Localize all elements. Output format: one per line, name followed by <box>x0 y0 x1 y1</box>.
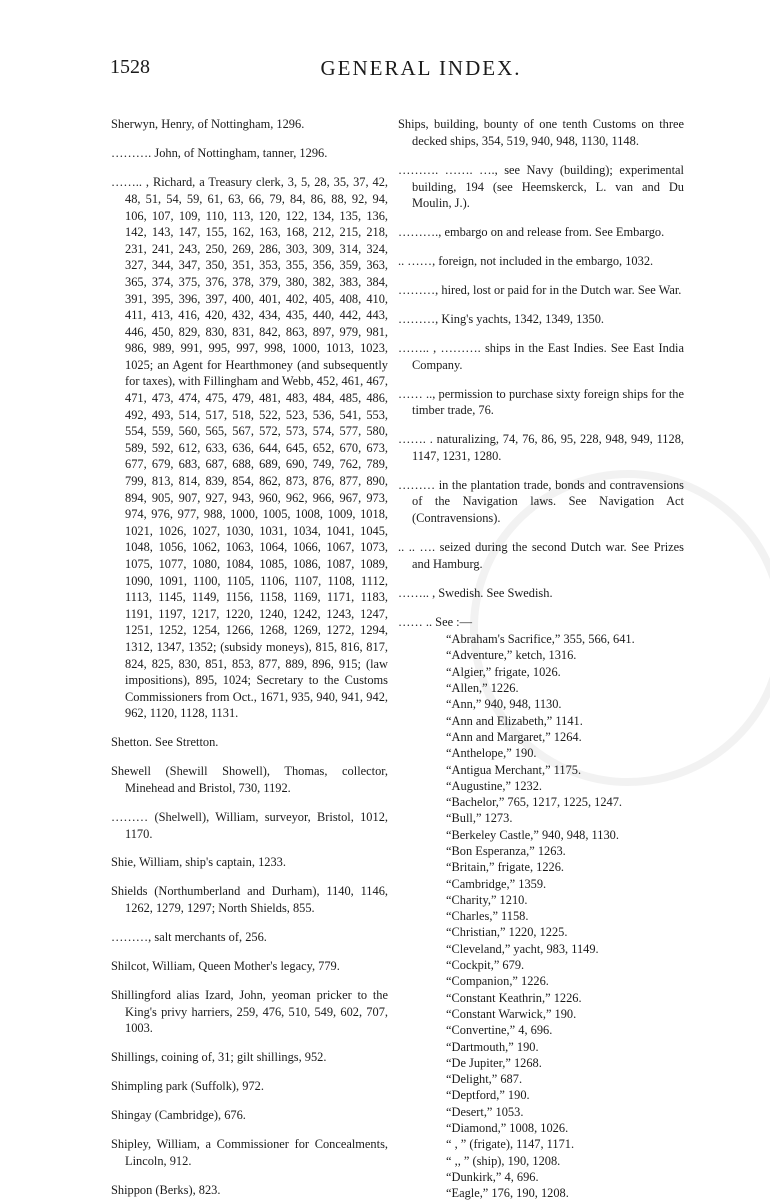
ship-entry: “Abraham's Sacrifice,” 355, 566, 641. <box>446 632 635 647</box>
right-column <box>398 104 684 1202</box>
ship-entry: “ , ” (frigate), 1147, 1171. <box>446 1137 575 1152</box>
ship-entry: “De Jupiter,” 1268. <box>446 1055 542 1070</box>
index-entry: ……. . naturalizing, 74, 76, 86, 95, 228, 948, 949, 1128, 1147, 1231, 1280. <box>398 432 684 463</box>
index-entry: Sherwyn, Henry, of Nottingham, 1296. <box>111 117 305 132</box>
ship-entry: “Eagle,” 176, 190, 1208. <box>446 1186 569 1201</box>
index-entry: ………. John, of Nottingham, tanner, 1296. <box>111 146 328 161</box>
index-entry: ……… in the plantation trade, bonds and contravensions of the Navigation laws. See Navigation Act (Contravensions). <box>398 477 684 525</box>
ship-entry: “Ann and Margaret,” 1264. <box>446 729 582 744</box>
ship-entry: “Bon Esperanza,” 1263. <box>446 844 566 858</box>
index-entry: …… .., permission to purchase sixty foreign ships for the timber trade, 76. <box>398 386 684 418</box>
ship-entry: “Desert,” 1053. <box>446 1104 524 1119</box>
ship-entry: “ ,, ” (ship), 190, 1208. <box>446 1153 561 1168</box>
index-entry: Shipley, William, a Commissioner for Concealments, Lincoln, 912. <box>111 1137 388 1168</box>
ship-entry: “Constant Warwick,” 190. <box>446 1006 577 1021</box>
index-entry: …….. , Richard, a Treasury clerk, 3, 5, 28, 35, 37, 42, 48, 51, 54, 59, 61, 63, 66, 79, 84, 86, 88, 92, 94, 106, 107, 109, 110, 113, 120, 122, 134, 135, 136, 142, 143, 147, 155, 162, 163, 168, 212, 215, 218, 231, 241, 243, 250, 269, 286, 303, 309, 314, 324, 327, 344, 347, 350, 351, 353, 355, 356, 359, 363, 365, 374, 375, 376, 378, 379, 380, 382, 383, 384, 391, 395, 396, 397, 400, 401, 402, 405, 408, 410, 411, 413, 416, 420, 432, 434, 435, 440, 442, 443, 446, 450, 829, 830, 831, 842, 863, 897, 979, 981, 986, 989, 991, 995, 997, 998, 1000, 1013, 1023, 1025; an Agent for Hearthmoney (and subsequently for taxes), with Fillingham and Webb, 452, 461, 467, 471, 473, 474, 475, 479, 481, 483, 484, 485, 486, 492, 493, 514, 517, 518, 522, 523, 536, 541, 553, 554, 559, 560, 565, 567, 572, 573, 574, 577, 580, 589, 592, 612, 633, 636, 644, 645, 652, 670, 673, 677, 679, 683, 687, 688, 689, 690, 749, 762, 789, 799, 813, 814, 839, 854, 862, 873, 876, 877, 890, 894, 905, 907, 927, 943, 960, 962, 966, 967, 973, 974, 976, 977, 988, 1000, 1005, 1008, 1009, 1018, 1021, 1026, 1027, 1030, 1031, 1034, 1041, 1045, 1048, 1056, 1062, 1063, 1064, 1066, 1067, 1073, 1075, 1077, 1080, 1084, 1085, 1086, 1087, 1089, 1090, 1091, 1100, 1105, 1106, 1107, 1108, 1112, 1113, 1145, 1149, 1156, 1158, 1169, 1171, 1183, 1191, 1197, 1217, 1220, 1240, 1242, 1243, 1247, 1251, 1252, 1254, 1266, 1268, 1269, 1272, 1294, 1312, 1347, 1352; (subsidy moneys), 815, 816, 817, 824, 825, 830, 851, 853, 877, 889, 896, 915; (law impositions), 895, 1024; Secretary to the Customs Commissioners from Oct., 1671, 935, 940, 941, 942, 962, 1120, 1128, 1131. <box>111 175 388 721</box>
ship-entry: “Antigua Merchant,” 1175. <box>446 762 582 777</box>
index-entry: Shingay (Cambridge), 676. <box>111 1108 246 1123</box>
ship-entry: “Allen,” 1226. <box>446 681 519 696</box>
ship-entry: “Bull,” 1273. <box>446 811 513 826</box>
ship-entry: “Adventure,” ketch, 1316. <box>446 648 577 663</box>
page-number: 1528 <box>110 56 150 78</box>
index-entry: …… .. See :— <box>398 614 472 629</box>
ship-entry: “Deptford,” 190. <box>446 1088 530 1103</box>
index-entry: Shippon (Berks), 823. <box>111 1182 221 1197</box>
index-entry: …….. , ………. ships in the East Indies. See East India Company. <box>398 341 684 372</box>
index-entry: ………, salt merchants of, 256. <box>111 930 267 945</box>
index-entry: Shie, William, ship's captain, 1233. <box>111 855 286 870</box>
index-entry: Shillings, coining of, 31; gilt shillings, 952. <box>111 1050 327 1065</box>
index-entry: Shilcot, William, Queen Mother's legacy, 779. <box>111 959 340 974</box>
index-entry: ………, hired, lost or paid for in the Dutch war. See War. <box>398 283 682 298</box>
ship-entry: “Anthelope,” 190. <box>446 746 537 761</box>
ship-entry: “Convertine,” 4, 696. <box>446 1023 553 1038</box>
page-header <box>110 56 732 86</box>
ship-entry: “Britain,” frigate, 1226. <box>446 860 565 875</box>
index-entry: ……… (Shelwell), William, surveyor, Bristol, 1012, 1170. <box>111 809 388 841</box>
ship-entry: “Delight,” 687. <box>446 1072 523 1087</box>
ship-entry: “Dartmouth,” 190. <box>446 1039 539 1054</box>
index-entry: …….. , Swedish. See Swedish. <box>398 585 553 600</box>
ship-entry: “Constant Keathrin,” 1226. <box>446 990 582 1005</box>
ship-entry: “Berkeley Castle,” 940, 948, 1130. <box>446 827 619 842</box>
index-entry: ………, King's yachts, 1342, 1349, 1350. <box>398 312 604 327</box>
index-entry: Shillingford alias Izard, John, yeoman pricker to the King's privy harriers, 259, 476, 510, 549, 602, 707, 1003. <box>111 988 388 1036</box>
index-entry: Shetton. See Stretton. <box>111 735 219 750</box>
ship-entry: “Companion,” 1226. <box>446 974 549 989</box>
index-entry: Shields (Northumberland and Durham), 1140, 1146, 1262, 1279, 1297; North Shields, 855. <box>111 884 388 916</box>
running-title: GENERAL INDEX. <box>320 56 522 80</box>
ship-entry: “Ann and Elizabeth,” 1141. <box>446 713 583 728</box>
ship-entry: “Cleveland,” yacht, 983, 1149. <box>446 941 599 956</box>
index-entry: .. .. …. seized during the second Dutch war. See Prizes and Hamburg. <box>398 539 684 571</box>
left-column <box>111 104 388 1203</box>
ship-entry: “Bachelor,” 765, 1217, 1225, 1247. <box>446 795 623 810</box>
ship-entry: “Augustine,” 1232. <box>446 778 543 793</box>
ship-entry: “Algier,” frigate, 1026. <box>446 664 561 679</box>
ship-entry: “Diamond,” 1008, 1026. <box>446 1121 569 1136</box>
index-entry: Shimpling park (Suffolk), 972. <box>111 1079 264 1094</box>
index-entry: Shewell (Shewill Showell), Thomas, collector, Minehead and Bristol, 730, 1192. <box>111 764 388 795</box>
ship-entry: “Dunkirk,” 4, 696. <box>446 1169 539 1184</box>
ship-entry: “Ann,” 940, 948, 1130. <box>446 697 562 712</box>
ship-entry: “Charles,” 1158. <box>446 909 529 924</box>
index-entry: Ships, building, bounty of one tenth Customs on three decked ships, 354, 519, 940, 948, 1130, 1148. <box>398 117 684 148</box>
index-entry: ………. ……. …., see Navy (building); experimental building, 194 (see Heemskerck, L. van and Du Moulin, J.). <box>398 162 684 211</box>
ship-entry: “Cambridge,” 1359. <box>446 876 547 891</box>
index-entry: .. ……, foreign, not included in the embargo, 1032. <box>398 254 654 269</box>
ship-entry: “Charity,” 1210. <box>446 892 528 907</box>
ship-entry: “Cockpit,” 679. <box>446 958 525 973</box>
index-entry: ………., embargo on and release from. See Embargo. <box>398 225 665 240</box>
ship-entry: “Christian,” 1220, 1225. <box>446 925 568 940</box>
